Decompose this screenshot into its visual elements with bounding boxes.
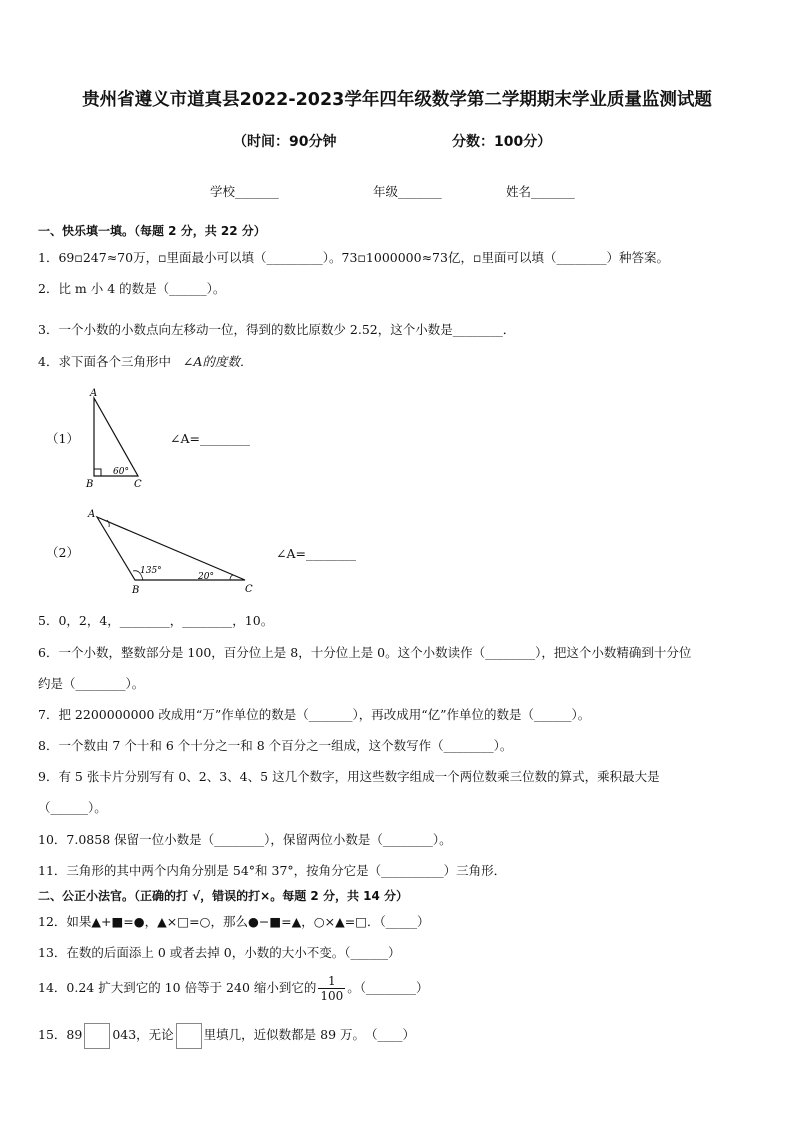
question-4-angle: ∠A的度数． xyxy=(182,354,253,369)
triangle-1-vertex-c: C xyxy=(134,479,142,490)
question-15-part1: 15．89 xyxy=(38,1027,83,1042)
question-12: 12．如果▲+■=●，▲×□=○，那么●−■=▲，○×▲=□．（_____） xyxy=(38,914,430,929)
question-6-line1: 6．一个小数，整数部分是 100，百分位上是 8，十分位上是 0。这个小数读作（________），把这个小数精确到十分位 xyxy=(38,645,692,660)
triangle-1-shape xyxy=(94,398,138,476)
question-13: 13．在数的后面添上 0 或者去掉 0，小数的大小不变。（______） xyxy=(38,945,401,960)
q4-part2-label: （2） xyxy=(46,545,79,560)
triangle-1-angle-c: 60° xyxy=(113,467,129,477)
question-3: 3．一个小数的小数点向左移动一位，得到的数比原数少 2.52，这个小数是________． xyxy=(38,322,516,337)
question-14-after: 。（________） xyxy=(347,980,429,995)
triangle-2-angle-c: 20° xyxy=(198,572,214,582)
fraction-numerator: 1 xyxy=(318,974,345,989)
section-1-heading: 一、快乐填一填。（每题 2 分，共 22 分） xyxy=(38,224,266,238)
question-9-line1: 9．有 5 张卡片分别写有 0、2、3、4、5 这几个数字，用这些数字组成一个两位数乘三位数的算式，乘积最大是 xyxy=(38,769,660,784)
school-field[interactable]: 学校_______ xyxy=(210,184,279,199)
question-9-line2: （______）。 xyxy=(38,800,107,815)
question-15-part3: 里填几，近似数都是 89 万。 （____） xyxy=(203,1027,416,1042)
q4-part1-answer[interactable]: ∠A=________ xyxy=(170,431,250,446)
question-6-line2: 约是（________）。 xyxy=(38,676,145,691)
triangle-2-vertex-b: B xyxy=(132,585,140,596)
q4-part2-answer[interactable]: ∠A=________ xyxy=(276,546,356,561)
triangle-1-figure xyxy=(80,385,160,490)
question-15 xyxy=(38,1021,415,1049)
question-2: 2．比 m 小 4 的数是（______）。 xyxy=(38,281,226,296)
question-7: 7．把 2200000000 改成用“万”作单位的数是（_______），再改成用“亿”作单位的数是（______）。 xyxy=(38,707,591,722)
angle-c-arc xyxy=(230,575,233,580)
triangle-2-figure xyxy=(85,505,265,600)
fraction-denominator: 100 xyxy=(320,989,344,1003)
triangle-2-vertex-c: C xyxy=(245,584,253,595)
triangle-1-vertex-a: A xyxy=(90,388,98,399)
grade-field[interactable]: 年级_______ xyxy=(373,184,442,199)
question-15-part2: 043，无论 xyxy=(112,1027,174,1042)
question-11: 11．三角形的其中两个内角分别是 54°和 37°，按角分它是（__________）三角形． xyxy=(38,863,507,878)
right-angle-mark xyxy=(94,469,101,476)
question-10: 10．7.0858 保留一位小数是（________），保留两位小数是（________）。 xyxy=(38,832,452,847)
exam-time: （时间：90分钟 xyxy=(233,134,337,150)
exam-title: 贵州省遵义市道真县2022-2023学年四年级数学第二学期期末学业质量监测试题 xyxy=(82,90,712,110)
fraction xyxy=(318,974,345,1003)
question-4-text: 4．求下面各个三角形中 xyxy=(38,354,171,369)
question-8: 8．一个数由 7 个十和 6 个十分之一和 8 个百分之一组成，这个数写作（________）。 xyxy=(38,738,513,753)
question-14-before: 14．0.24 扩大到它的 10 倍等于 240 缩小到它的 xyxy=(38,980,317,995)
q4-part1-label: （1） xyxy=(46,431,79,446)
question-5: 5．0，2，4，________，________，10。 xyxy=(38,613,274,628)
question-14 xyxy=(38,972,429,1004)
triangle-2-angle-b: 135° xyxy=(140,566,162,576)
triangle-2-vertex-a: A xyxy=(88,509,96,520)
triangle-2-shape xyxy=(97,517,245,580)
question-1: 1．69▫247≈70万，▫里面最小可以填（_________）。73▫1000000≈73亿，▫里面可以填（________）种答案。 xyxy=(38,250,669,265)
blank-box-2[interactable] xyxy=(176,1023,202,1049)
blank-box-1[interactable] xyxy=(84,1023,110,1049)
section-2-heading: 二、公正小法官。（正确的打 √，错误的打×。每题 2 分，共 14 分） xyxy=(38,889,408,903)
exam-score: 分数：100分） xyxy=(452,134,552,150)
question-4 xyxy=(38,353,252,371)
name-field[interactable]: 姓名_______ xyxy=(506,184,575,199)
triangle-1-vertex-b: B xyxy=(86,479,94,490)
